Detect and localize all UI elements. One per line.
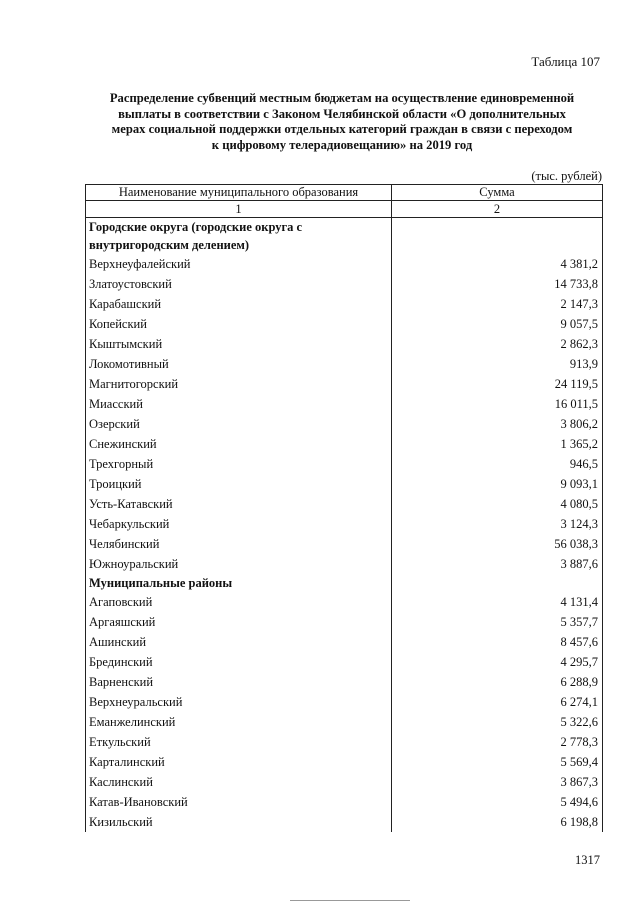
- table-row: [86, 334, 603, 354]
- column-number: 1: [86, 201, 392, 218]
- subsidy-amount: 3 124,3: [392, 514, 603, 534]
- table-row: [86, 254, 603, 274]
- subsidy-amount: 5 322,6: [392, 712, 603, 732]
- subsidy-amount: 5 569,4: [392, 752, 603, 772]
- municipality-name: Брединский: [86, 652, 392, 672]
- municipality-name: Еманжелинский: [86, 712, 392, 732]
- table-row: [86, 354, 603, 374]
- municipality-name: Ашинский: [86, 632, 392, 652]
- table-row: [86, 632, 603, 652]
- subsidy-amount: 24 119,5: [392, 374, 603, 394]
- subsidy-amount: 3 887,6: [392, 554, 603, 574]
- municipality-name: Озерский: [86, 414, 392, 434]
- column-number-row: [86, 201, 603, 218]
- section-row: [86, 574, 603, 592]
- column-number: 2: [392, 201, 603, 218]
- municipality-name: Златоустовский: [86, 274, 392, 294]
- table-row: [86, 374, 603, 394]
- table-label: Таблица 107: [531, 54, 600, 69]
- subsidy-table: [85, 184, 603, 832]
- municipality-name: Варненский: [86, 672, 392, 692]
- table-row: [86, 434, 603, 454]
- title-line: Распределение субвенций местным бюджетам на осуществление единовременной: [109, 91, 575, 105]
- municipality-name: Южноуральский: [86, 554, 392, 574]
- subsidy-amount: 3 806,2: [392, 414, 603, 434]
- municipality-name: Локомотивный: [86, 354, 392, 374]
- subsidy-amount: 913,9: [392, 354, 603, 374]
- municipality-name: Трехгорный: [86, 454, 392, 474]
- table-row: [86, 812, 603, 832]
- table-row: [86, 414, 603, 434]
- table-body: [86, 218, 603, 833]
- subsidy-amount: 3 867,3: [392, 772, 603, 792]
- municipality-name: Снежинский: [86, 434, 392, 454]
- subsidy-amount: 9 093,1: [392, 474, 603, 494]
- municipality-name: Челябинский: [86, 534, 392, 554]
- table-row: [86, 652, 603, 672]
- municipality-name: Агаповский: [86, 592, 392, 612]
- section-value-empty: [392, 574, 603, 592]
- municipality-name: Аргаяшский: [86, 612, 392, 632]
- section-title: Муниципальные районы: [86, 574, 392, 592]
- subsidy-amount: 14 733,8: [392, 274, 603, 294]
- subsidy-amount: 2 862,3: [392, 334, 603, 354]
- table-row: [86, 612, 603, 632]
- subsidy-amount: 2 778,3: [392, 732, 603, 752]
- subsidy-amount: 1 365,2: [392, 434, 603, 454]
- document-title: [80, 91, 604, 153]
- section-value-empty: [392, 218, 603, 255]
- municipality-name: Карталинский: [86, 752, 392, 772]
- municipality-name: Чебаркульский: [86, 514, 392, 534]
- municipality-name: Верхнеуфалейский: [86, 254, 392, 274]
- municipality-name: Усть-Катавский: [86, 494, 392, 514]
- table-row: [86, 792, 603, 812]
- subsidy-amount: 2 147,3: [392, 294, 603, 314]
- municipality-name: Кизильский: [86, 812, 392, 832]
- municipality-name: Карабашский: [86, 294, 392, 314]
- subsidy-amount: 946,5: [392, 454, 603, 474]
- section-title: Городские округа (городские округа с внутригородским делением): [86, 218, 392, 255]
- municipality-name: Верхнеуральский: [86, 692, 392, 712]
- table-row: [86, 514, 603, 534]
- table-row: [86, 534, 603, 554]
- subsidy-amount: 5 357,7: [392, 612, 603, 632]
- municipality-name: Миасский: [86, 394, 392, 414]
- municipality-name: Катав-Ивановский: [86, 792, 392, 812]
- table-row: [86, 474, 603, 494]
- column-header-name: Наименование муниципального образования: [86, 185, 392, 201]
- subsidy-amount: 4 295,7: [392, 652, 603, 672]
- table-row: [86, 394, 603, 414]
- subsidy-amount: 4 131,4: [392, 592, 603, 612]
- section-row: [86, 218, 603, 255]
- column-header-sum: Сумма: [392, 185, 603, 201]
- subsidy-amount: 6 274,1: [392, 692, 603, 712]
- table-row: [86, 712, 603, 732]
- subsidy-amount: 56 038,3: [392, 534, 603, 554]
- table-row: [86, 554, 603, 574]
- table-row: [86, 494, 603, 514]
- title-line: к цифровому телерадиовещанию» на 2019 год: [211, 137, 473, 152]
- municipality-name: Троицкий: [86, 474, 392, 494]
- municipality-name: Копейский: [86, 314, 392, 334]
- table-row: [86, 314, 603, 334]
- subsidy-amount: 8 457,6: [392, 632, 603, 652]
- subsidy-amount: 4 080,5: [392, 494, 603, 514]
- table-row: [86, 752, 603, 772]
- municipality-name: Еткульский: [86, 732, 392, 752]
- subsidy-amount: 6 198,8: [392, 812, 603, 832]
- municipality-name: Кыштымский: [86, 334, 392, 354]
- table-row: [86, 672, 603, 692]
- subsidy-amount: 4 381,2: [392, 254, 603, 274]
- title-line: мерах социальной поддержки отдельных категорий граждан в связи с переходом: [111, 122, 573, 136]
- table-row: [86, 592, 603, 612]
- subsidy-amount: 5 494,6: [392, 792, 603, 812]
- footer-rule: [290, 900, 410, 901]
- subsidy-amount: 16 011,5: [392, 394, 603, 414]
- table-row: [86, 454, 603, 474]
- municipality-name: Каслинский: [86, 772, 392, 792]
- subsidy-amount: 6 288,9: [392, 672, 603, 692]
- table-row: [86, 274, 603, 294]
- table-row: [86, 732, 603, 752]
- municipality-name: Магнитогорский: [86, 374, 392, 394]
- subsidy-amount: 9 057,5: [392, 314, 603, 334]
- title-line: выплаты в соответствии с Законом Челябинской области «О дополнительных: [118, 106, 566, 121]
- table-row: [86, 294, 603, 314]
- units-label: (тыс. рублей): [531, 169, 602, 183]
- table-row: [86, 692, 603, 712]
- table-header-row: [86, 185, 603, 201]
- page-number: 1317: [575, 853, 600, 867]
- table-row: [86, 772, 603, 792]
